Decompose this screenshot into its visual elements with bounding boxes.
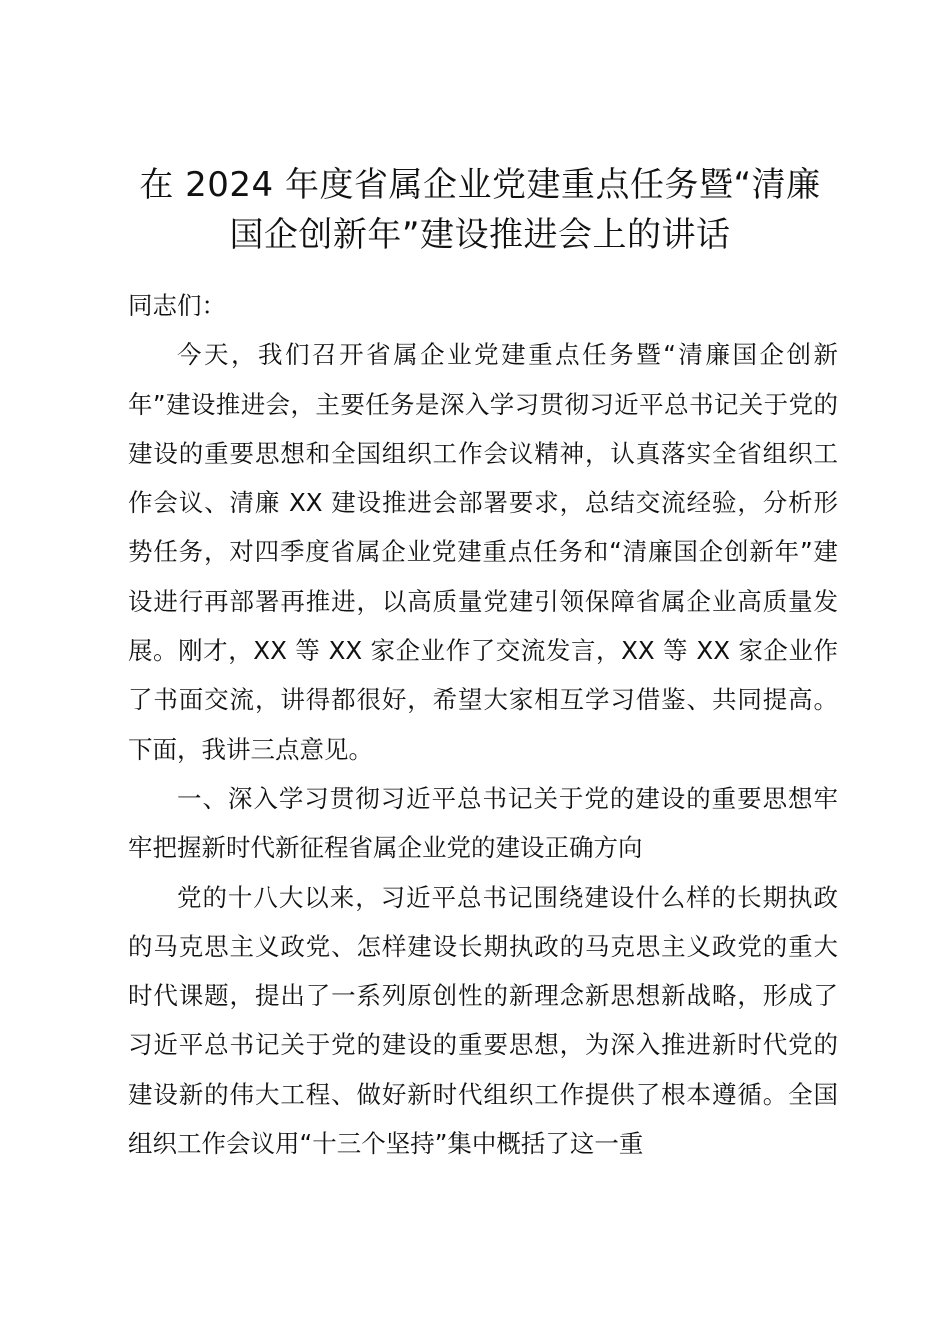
document-body: [128, 281, 838, 1168]
title-line-2: 国企创新年”建设推进会上的讲话: [229, 215, 731, 255]
greeting: 同志们：: [128, 291, 226, 320]
section-heading-1: 一、深入学习贯彻习近平总书记关于党的建设的重要思想牢牢把握新时代新征程省属企业党的建设正确方向: [128, 783, 838, 863]
title-line-1: 在 2024 年度省属企业党建重点任务暨“清廉: [139, 165, 821, 205]
paragraph-section-1: 党的十八大以来，习近平总书记围绕建设什么样的长期执政的马克思主义政党、怎样建设长期执政的马克思主义政党的重大时代课题，提出了一系列原创性的新理念新思想新战略，形成了习近平总书记关于党的建设的重要思想，为深入推进新时代党的建设新的伟大工程、做好新时代组织工作提供了根本遵循。全国组织工作会议用“十三个坚持”集中概括了这一重: [128, 882, 838, 1159]
document-title: [110, 160, 850, 260]
paragraph-opening: 今天，我们召开省属企业党建重点任务暨“清廉国企创新年”建设推进会，主要任务是深入学习贯彻习近平总书记关于党的建设的重要思想和全国组织工作会议精神，认真落实全省组织工作会议、清廉 XX 建设推进会部署要求，总结交流经验，分析形势任务，对四季度省属企业党建重点任务和“清廉国企创新年”建设进行再部署再推进，以高质量党建引领保障省属企业高质量发展。刚才，XX 等 XX 家企业作了交流发言，XX 等 XX 家企业作了书面交流，讲得都很好，希望大家相互学习借鉴、共同提高。下面，我讲三点意见。: [128, 340, 838, 764]
